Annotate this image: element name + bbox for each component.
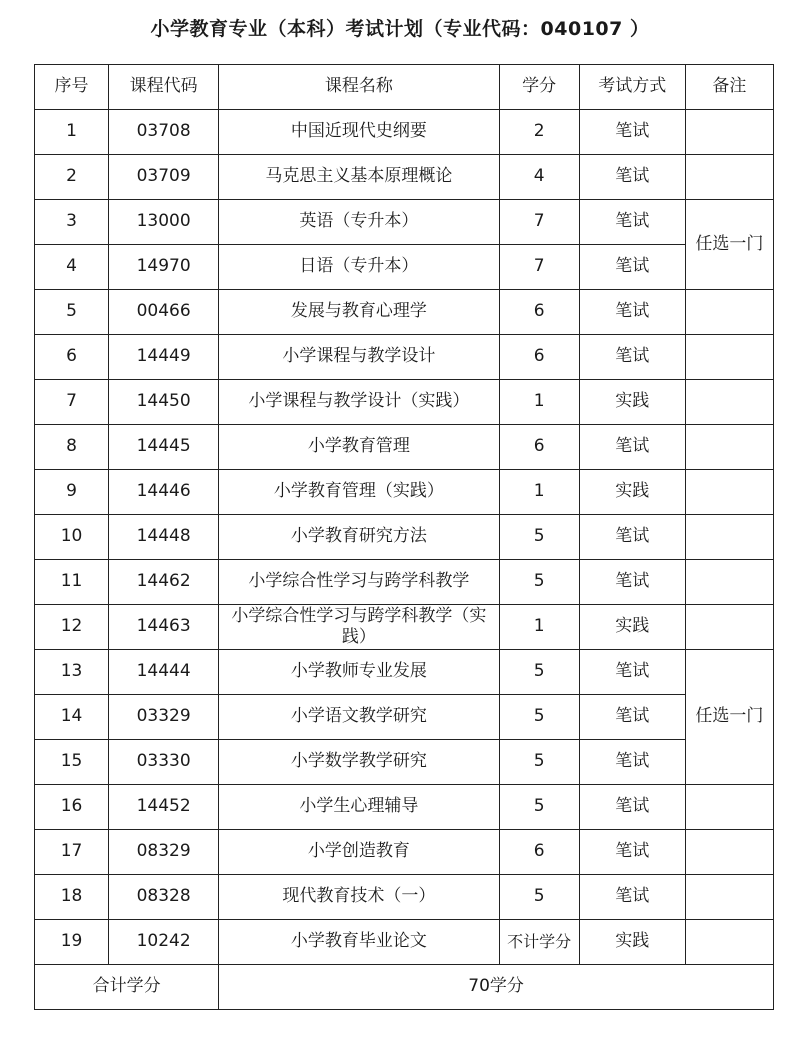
cell-code: 14450 [109, 380, 219, 425]
cell-no: 5 [35, 290, 109, 335]
cell-mode: 笔试 [579, 200, 685, 245]
cell-mode: 笔试 [579, 425, 685, 470]
cell-mode: 笔试 [579, 110, 685, 155]
table-row [35, 245, 774, 290]
cell-code: 14449 [109, 335, 219, 380]
cell-no: 17 [35, 830, 109, 875]
cell-note [685, 515, 773, 560]
cell-credit: 5 [499, 515, 579, 560]
cell-mode: 实践 [579, 470, 685, 515]
cell-code: 13000 [109, 200, 219, 245]
cell-mode: 笔试 [579, 155, 685, 200]
cell-no: 16 [35, 785, 109, 830]
cell-no: 14 [35, 695, 109, 740]
table-row [35, 425, 774, 470]
cell-name: 小学课程与教学设计 [219, 335, 499, 380]
table-row [35, 200, 774, 245]
table-row [35, 695, 774, 740]
cell-code: 03329 [109, 695, 219, 740]
header-no: 序号 [35, 65, 109, 110]
note-elective-subject: 任选一门 [685, 650, 773, 785]
table-row [35, 560, 774, 605]
cell-note [685, 380, 773, 425]
table-row [35, 650, 774, 695]
cell-credit: 5 [499, 695, 579, 740]
cell-note [685, 875, 773, 920]
cell-name: 现代教育技术（一） [219, 875, 499, 920]
cell-credit: 4 [499, 155, 579, 200]
cell-name: 小学教师专业发展 [219, 650, 499, 695]
header-note: 备注 [685, 65, 773, 110]
cell-credit: 7 [499, 245, 579, 290]
table-row [35, 830, 774, 875]
cell-credit: 2 [499, 110, 579, 155]
cell-name: 小学课程与教学设计（实践） [219, 380, 499, 425]
cell-name: 小学综合性学习与跨学科教学 [219, 560, 499, 605]
cell-mode: 笔试 [579, 245, 685, 290]
cell-credit: 6 [499, 335, 579, 380]
header-credit: 学分 [499, 65, 579, 110]
table-row [35, 110, 774, 155]
cell-name: 小学生心理辅导 [219, 785, 499, 830]
cell-name: 小学创造教育 [219, 830, 499, 875]
cell-mode: 笔试 [579, 515, 685, 560]
table-row [35, 335, 774, 380]
cell-name: 小学教育研究方法 [219, 515, 499, 560]
table-row [35, 875, 774, 920]
cell-no: 15 [35, 740, 109, 785]
cell-note [685, 470, 773, 515]
header-name: 课程名称 [219, 65, 499, 110]
cell-code: 14970 [109, 245, 219, 290]
table-row [35, 290, 774, 335]
cell-no: 7 [35, 380, 109, 425]
table-row [35, 605, 774, 650]
cell-no: 10 [35, 515, 109, 560]
cell-credit: 1 [499, 380, 579, 425]
cell-credit: 5 [499, 560, 579, 605]
cell-credit: 6 [499, 425, 579, 470]
cell-credit: 5 [499, 875, 579, 920]
cell-name: 小学教育毕业论文 [219, 920, 499, 965]
table-row [35, 785, 774, 830]
cell-note [685, 560, 773, 605]
cell-mode: 笔试 [579, 875, 685, 920]
cell-name: 小学综合性学习与跨学科教学（实践） [219, 605, 499, 650]
cell-note [685, 920, 773, 965]
cell-mode: 笔试 [579, 830, 685, 875]
cell-mode: 笔试 [579, 335, 685, 380]
cell-name: 小学数学教学研究 [219, 740, 499, 785]
cell-credit: 不计学分 [499, 920, 579, 965]
cell-code: 03330 [109, 740, 219, 785]
cell-note [685, 605, 773, 650]
cell-code: 14463 [109, 605, 219, 650]
cell-name: 小学语文教学研究 [219, 695, 499, 740]
cell-credit: 1 [499, 470, 579, 515]
cell-no: 18 [35, 875, 109, 920]
cell-mode: 笔试 [579, 695, 685, 740]
cell-note [685, 335, 773, 380]
exam-plan-table [34, 64, 774, 1010]
cell-credit: 5 [499, 650, 579, 695]
cell-no: 2 [35, 155, 109, 200]
cell-name: 小学教育管理 [219, 425, 499, 470]
cell-code: 10242 [109, 920, 219, 965]
cell-code: 08328 [109, 875, 219, 920]
cell-no: 3 [35, 200, 109, 245]
table-row [35, 380, 774, 425]
total-credits: 70学分 [219, 965, 774, 1010]
cell-mode: 实践 [579, 605, 685, 650]
cell-no: 13 [35, 650, 109, 695]
header-code: 课程代码 [109, 65, 219, 110]
cell-note [685, 425, 773, 470]
cell-no: 6 [35, 335, 109, 380]
cell-note [685, 110, 773, 155]
cell-no: 8 [35, 425, 109, 470]
header-row [35, 65, 774, 110]
cell-no: 12 [35, 605, 109, 650]
cell-code: 14452 [109, 785, 219, 830]
cell-code: 14445 [109, 425, 219, 470]
cell-mode: 笔试 [579, 290, 685, 335]
table-row [35, 920, 774, 965]
cell-mode: 笔试 [579, 785, 685, 830]
cell-no: 9 [35, 470, 109, 515]
cell-name: 日语（专升本） [219, 245, 499, 290]
cell-code: 03709 [109, 155, 219, 200]
cell-code: 03708 [109, 110, 219, 155]
page-title: 小学教育专业（本科）考试计划（专业代码：040107 ） [150, 18, 650, 40]
cell-no: 1 [35, 110, 109, 155]
cell-no: 19 [35, 920, 109, 965]
cell-name: 中国近现代史纲要 [219, 110, 499, 155]
cell-mode: 实践 [579, 380, 685, 425]
cell-name: 小学教育管理（实践） [219, 470, 499, 515]
cell-code: 14462 [109, 560, 219, 605]
cell-name: 英语（专升本） [219, 200, 499, 245]
cell-code: 00466 [109, 290, 219, 335]
cell-mode: 实践 [579, 920, 685, 965]
cell-code: 08329 [109, 830, 219, 875]
note-elective-language: 任选一门 [685, 200, 773, 290]
cell-credit: 6 [499, 830, 579, 875]
cell-note [685, 155, 773, 200]
cell-no: 4 [35, 245, 109, 290]
table-row [35, 515, 774, 560]
table-row [35, 740, 774, 785]
cell-credit: 5 [499, 785, 579, 830]
table-row [35, 470, 774, 515]
cell-mode: 笔试 [579, 740, 685, 785]
cell-mode: 笔试 [579, 560, 685, 605]
cell-no: 11 [35, 560, 109, 605]
total-row [35, 965, 774, 1010]
cell-note [685, 290, 773, 335]
total-label: 合计学分 [35, 965, 219, 1010]
header-mode: 考试方式 [579, 65, 685, 110]
cell-code: 14448 [109, 515, 219, 560]
cell-mode: 笔试 [579, 650, 685, 695]
cell-code: 14446 [109, 470, 219, 515]
cell-credit: 6 [499, 290, 579, 335]
cell-name: 马克思主义基本原理概论 [219, 155, 499, 200]
table-row [35, 155, 774, 200]
cell-note [685, 785, 773, 830]
cell-credit: 5 [499, 740, 579, 785]
cell-credit: 7 [499, 200, 579, 245]
cell-code: 14444 [109, 650, 219, 695]
cell-credit: 1 [499, 605, 579, 650]
cell-note [685, 830, 773, 875]
cell-name: 发展与教育心理学 [219, 290, 499, 335]
